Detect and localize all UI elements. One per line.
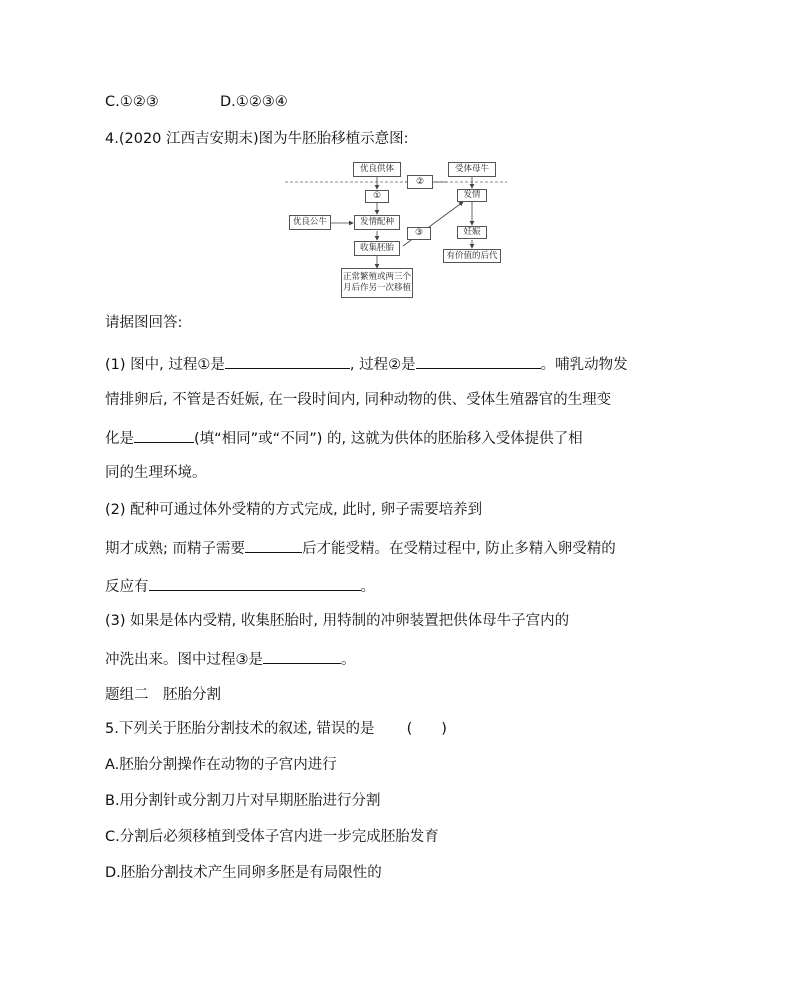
blank-same-different[interactable] <box>134 427 194 443</box>
question-source: (2020 江西吉安期末) <box>118 131 259 147</box>
q5-option-b[interactable]: B.用分割针或分割刀片对早期胚胎进行分割 <box>105 793 381 809</box>
collect-embryo-box: 收集胚胎 <box>354 241 400 256</box>
part-2-line-2: 期才成熟; 而精子需要 后才能受精。在受精过程中, 防止多精入卵受精的 <box>105 537 616 559</box>
step-1-box: ① <box>365 190 389 203</box>
blank-sperm-capacitation[interactable] <box>245 537 302 553</box>
part-1-line-1: (1) 图中, 过程①是 , 过程②是 。哺乳动物发 <box>105 353 628 375</box>
question-5-stem: 5.下列关于胚胎分割技术的叙述, 错误的是 ( ) <box>105 721 447 737</box>
option-c: C.①②③ <box>105 94 159 110</box>
options-row-top <box>105 92 288 112</box>
normal-breeding-line-2: 月后作另一次移植 <box>342 283 411 293</box>
blank-process-1[interactable] <box>225 353 350 369</box>
q5-option-d[interactable]: D.胚胎分割技术产生同卵多胚是有局限性的 <box>105 865 382 881</box>
embryo-transfer-diagram <box>285 160 507 305</box>
recipient-box: 受体母牛 <box>448 162 496 177</box>
estrus-box: 发情 <box>457 189 487 202</box>
question-number: 4. <box>105 131 119 147</box>
answer-paren[interactable]: ( ) <box>406 721 447 737</box>
question-title: 图为牛胚胎移植示意图: <box>258 131 409 147</box>
blank-polyspermy-block[interactable] <box>149 575 361 591</box>
normal-breeding-box <box>341 268 413 298</box>
step-2-box: ② <box>407 175 433 189</box>
offspring-box: 有价值的后代 <box>443 249 501 263</box>
part-1-line-3: 化是 (填“相同”或“不同”) 的, 这就为供体的胚胎移入受体提供了相 <box>105 427 583 449</box>
blank-process-2[interactable] <box>416 353 541 369</box>
donor-box: 优良供体 <box>353 162 401 177</box>
mating-box: 发情配种 <box>354 215 400 230</box>
option-d: D.①②③④ <box>219 94 288 110</box>
step-3-box: ③ <box>407 227 431 240</box>
q5-option-c[interactable]: C.分割后必须移植到受体子宫内进一步完成胚胎发育 <box>105 829 439 845</box>
part-2-line-3: 反应有 。 <box>105 575 375 597</box>
part-1-line-2: 情排卵后, 不管是否妊娠, 在一段时间内, 同种动物的供、受体生殖器官的生理变 <box>105 392 612 408</box>
group-2-heading: 题组二 胚胎分割 <box>105 687 221 703</box>
sire-box: 优良公牛 <box>289 215 331 230</box>
blank-process-3[interactable] <box>263 648 341 664</box>
part-3-line-2: 冲洗出来。图中过程③是 。 <box>105 648 356 670</box>
pregnancy-box: 妊娠 <box>457 226 487 239</box>
part-3-line-1: (3) 如果是体内受精, 收集胚胎时, 用特制的冲卵装置把供体母牛子宫内的 <box>105 613 570 629</box>
part-2-line-1: (2) 配种可通过体外受精的方式完成, 此时, 卵子需要培养到 <box>105 502 483 518</box>
part-1-line-4: 同的生理环境。 <box>105 465 207 481</box>
q5-option-a[interactable]: A.胚胎分割操作在动物的子宫内进行 <box>105 757 337 773</box>
answer-prompt: 请据图回答: <box>105 315 183 331</box>
question-4-heading <box>105 129 409 149</box>
normal-breeding-line-1: 正常繁殖或两三个 <box>342 272 411 282</box>
